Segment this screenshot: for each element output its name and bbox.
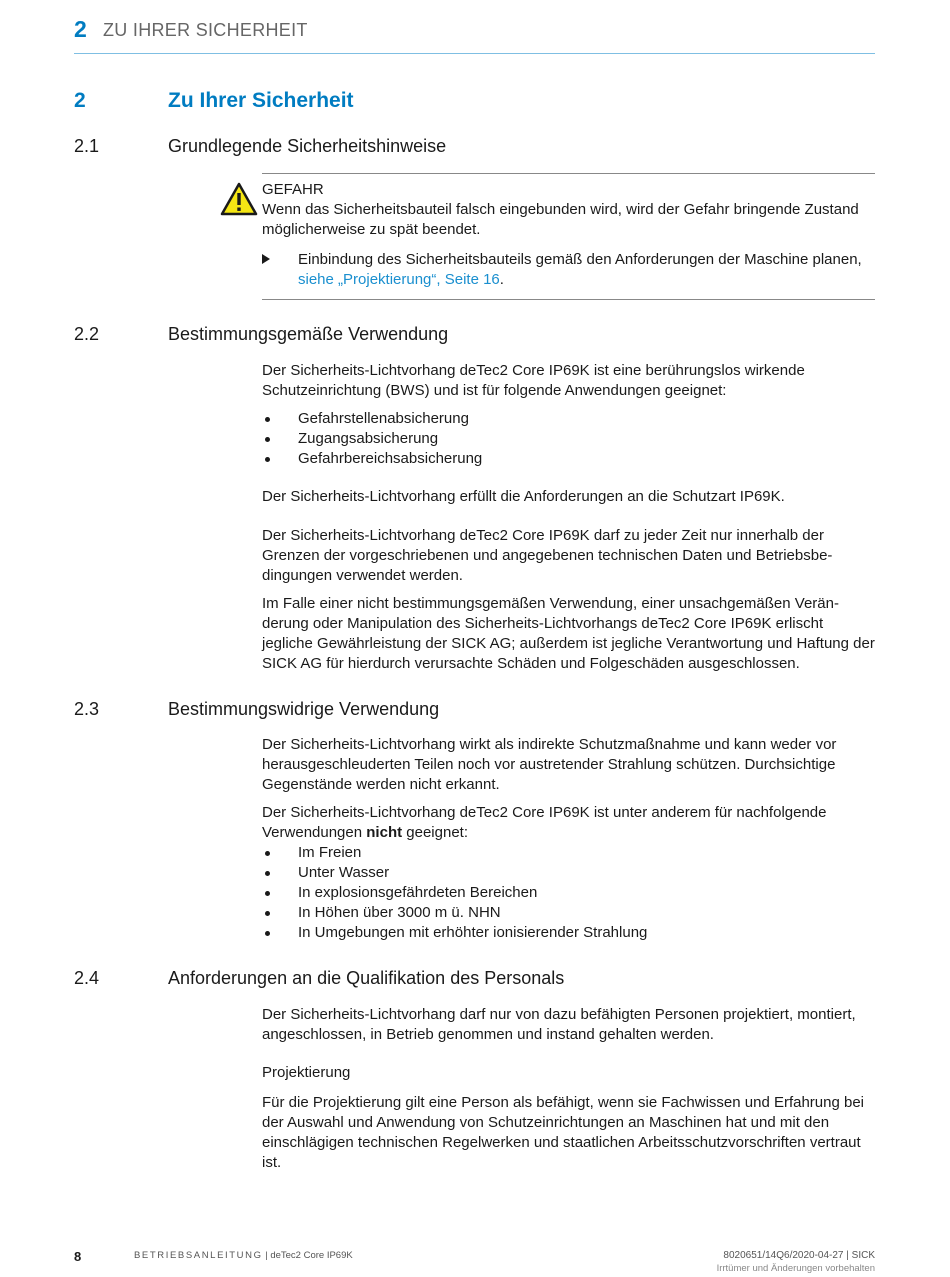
list-item bbox=[262, 903, 875, 923]
section-2-4-title: Anforderungen an die Qualifikation des Personals bbox=[168, 968, 565, 988]
bullet-icon bbox=[265, 851, 270, 856]
list-item bbox=[262, 883, 875, 903]
action-arrow-icon bbox=[262, 254, 270, 264]
section-2-2-title: Bestimmungsgemäße Verwendung bbox=[168, 324, 449, 344]
section-2-4-subheading: Projektierung bbox=[262, 1064, 351, 1081]
warning-step-text: Einbindung des Sicherheitsbauteils gemäß den Anforderungen der Maschine planen, bbox=[298, 251, 862, 268]
list-item bbox=[262, 449, 875, 469]
warning-text: Wenn das Sicherheitsbauteil falsch eingebunden wird, wird der Gefahr bringende Zustand möglicherweise zu spät beendet. bbox=[262, 201, 859, 238]
section-2-2-application-list bbox=[262, 409, 875, 469]
list-item bbox=[262, 863, 875, 883]
section-2-3-number: 2.3 bbox=[74, 699, 100, 719]
chapter-title: Zu Ihrer Sicherheit bbox=[168, 89, 354, 112]
cross-reference-link[interactable]: siehe „Projektierung“, Seite 16 bbox=[298, 271, 500, 288]
list-item-text: In explosionsgefährdeten Bereichen bbox=[298, 884, 538, 901]
bullet-icon bbox=[265, 871, 270, 876]
section-2-3-title: Bestimmungswidrige Verwendung bbox=[168, 699, 440, 719]
footer-document-title bbox=[134, 1250, 353, 1261]
section-2-4-number: 2.4 bbox=[74, 968, 100, 988]
list-item bbox=[262, 923, 875, 943]
bullet-icon bbox=[265, 911, 270, 916]
footer-doc-type: BETRIEBSANLEITUNG bbox=[134, 1250, 263, 1261]
footer-separator: | bbox=[262, 1250, 271, 1261]
warning-top-rule bbox=[262, 173, 875, 174]
bullet-icon bbox=[265, 417, 270, 422]
paragraph-text: geeignet: bbox=[402, 824, 468, 841]
list-item-text: Gefahrbereichsabsicherung bbox=[298, 450, 483, 467]
footer-product: deTec2 Core IP69K bbox=[270, 1250, 353, 1261]
header-chapter-number: 2 bbox=[74, 16, 87, 42]
section-2-4-paragraph-1: Der Sicherheits-Lichtvorhang darf nur von dazu befähigten Personen projektiert, montiert, angeschlossen, in Betrieb genommen und instand gehalten werden. bbox=[262, 1006, 856, 1043]
bullet-icon bbox=[265, 457, 270, 462]
section-2-2-paragraph-2: Der Sicherheits-Lichtvorhang deTec2 Core IP69K darf zu jeder Zeit nur innerhalb der Grenzen der vorgeschriebenen und angegebenen technischen Daten und Betriebsbedingungen verwendet werden. bbox=[262, 527, 833, 584]
footer-disclaimer: Irrtümer und Änderungen vorbehalten bbox=[716, 1263, 875, 1274]
warning-triangle-icon bbox=[220, 182, 258, 216]
header-chapter-title: ZU IHRER SICHERHEIT bbox=[103, 20, 308, 40]
bullet-icon bbox=[265, 437, 270, 442]
section-2-2-paragraph-3: Im Falle einer nicht bestimmungsgemäßen Verwendung, einer unsachgemäßen Veränderung oder Manipulation des Sicherheits-Lichtvorhangs deTec2 Core IP69K erlischt jegliche Gewährleistung der SICK AG; außerdem ist jegliche Verantwortung und Haftung der SICK AG für hierdurch verursachte Schäden und Folgeschäden ausgeschlossen. bbox=[262, 595, 875, 672]
list-item-text: Unter Wasser bbox=[298, 864, 390, 881]
section-2-3-paragraph-2 bbox=[262, 803, 875, 843]
list-item-text: Im Freien bbox=[298, 844, 362, 861]
footer-doc-id: 8020651/14Q6/2020-04-27 | SICK bbox=[723, 1250, 875, 1261]
warning-bottom-rule bbox=[262, 299, 875, 300]
section-2-2-intro: Der Sicherheits-Lichtvorhang deTec2 Core IP69K ist eine berührungslos wirkende Schutzeinrichtung (BWS) und ist für folgende Anwendungen geeignet: bbox=[262, 362, 805, 399]
section-2-3-exclusion-list bbox=[262, 843, 875, 943]
chapter-number: 2 bbox=[74, 89, 86, 112]
warning-step-end: . bbox=[499, 271, 504, 288]
section-2-3-paragraph-1: Der Sicherheits-Lichtvorhang wirkt als indirekte Schutzmaßnahme und kann weder vor herausgeschleuderten Teilen noch vor austretender Strahlung schützen. Durchsichtige Gegenstände werden nicht erkannt. bbox=[262, 736, 837, 793]
header-divider bbox=[74, 53, 875, 54]
list-item bbox=[262, 429, 875, 449]
list-item-text: Zugangsabsicherung bbox=[298, 430, 439, 447]
list-item bbox=[262, 409, 875, 429]
list-item bbox=[262, 843, 875, 863]
list-item-text: In Höhen über 3000 m ü. NHN bbox=[298, 904, 501, 921]
section-2-2-number: 2.2 bbox=[74, 324, 100, 344]
warning-action-step bbox=[262, 250, 875, 290]
page-number: 8 bbox=[74, 1249, 82, 1264]
paragraph-text: Der Sicherheits-Lichtvorhang deTec2 Core IP69K ist unter anderem für nachfolgende Verwendungen bbox=[262, 804, 827, 841]
warning-label: GEFAHR bbox=[262, 181, 324, 198]
bullet-icon bbox=[265, 931, 270, 936]
section-2-1-title: Grundlegende Sicherheitshinweise bbox=[168, 136, 447, 156]
footer-document-info bbox=[717, 1249, 875, 1275]
list-item-text: In Umgebungen mit erhöhter ionisierender Strahlung bbox=[298, 924, 648, 941]
section-2-4-paragraph-2: Für die Projektierung gilt eine Person als befähigt, wenn sie Fachwissen und Erfahrung bei der Auswahl und Anwendung von Schutzeinrichtungen an Maschinen hat und mit den einschlägigen technischen Regelwerken und staatlichen Arbeitsschutzvorschriften vertraut ist. bbox=[262, 1094, 865, 1171]
emphasis-text: nicht bbox=[366, 824, 403, 841]
list-item-text: Gefahrstellenabsicherung bbox=[298, 410, 469, 427]
section-2-2-paragraph-1: Der Sicherheits-Lichtvorhang erfüllt die Anforderungen an die Schutzart IP69K. bbox=[262, 488, 785, 505]
bullet-icon bbox=[265, 891, 270, 896]
section-2-1-number: 2.1 bbox=[74, 136, 100, 156]
